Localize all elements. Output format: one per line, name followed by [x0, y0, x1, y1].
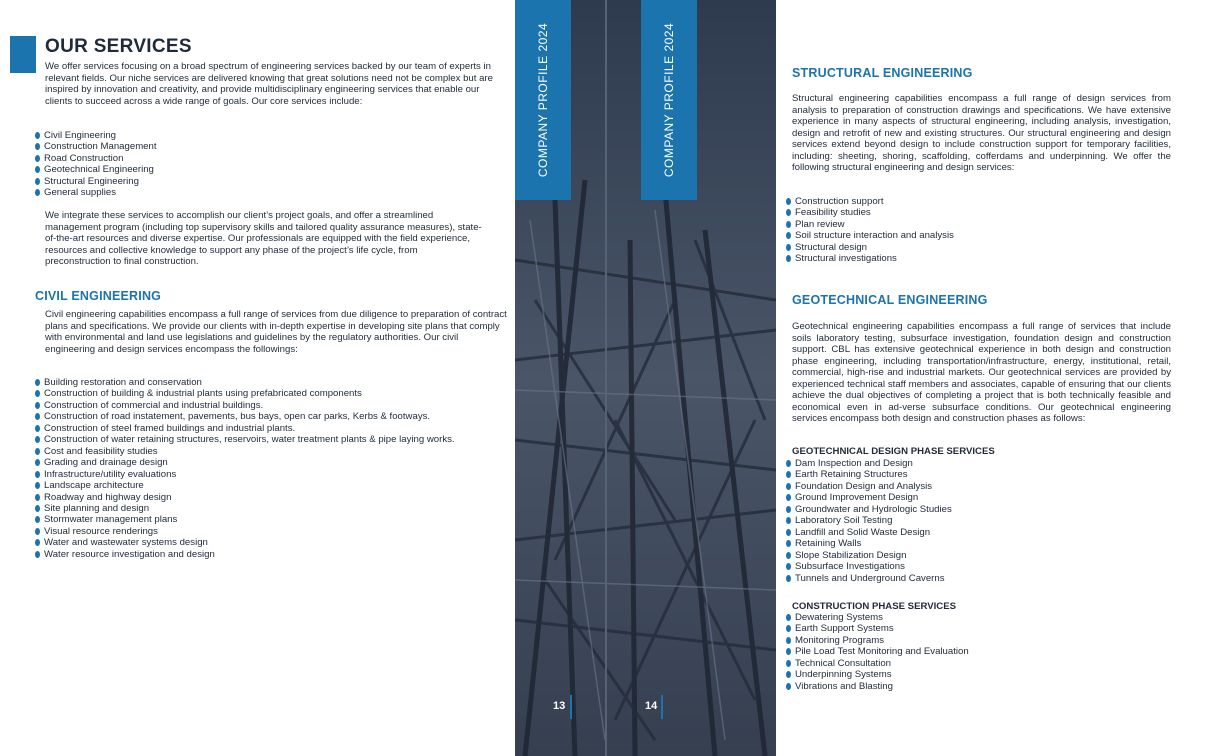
list-item-text: Landscape architecture — [44, 480, 144, 492]
list-item-text: Structural investigations — [795, 253, 897, 265]
construction-photo — [515, 0, 776, 756]
list-item-text: Laboratory Soil Testing — [795, 515, 893, 527]
list-item — [35, 503, 455, 514]
list-item-text: Pile Load Test Monitoring and Evaluation — [795, 646, 969, 658]
bullet-icon — [35, 379, 40, 386]
list-item — [786, 573, 952, 584]
list-item-text: Grading and drainage design — [44, 457, 168, 469]
list-item — [786, 219, 954, 230]
list-item-text: Building restoration and conservation — [44, 377, 202, 388]
page-number-left: 13 — [553, 700, 566, 712]
bullet-icon — [786, 255, 791, 262]
bullet-icon — [35, 189, 40, 196]
bullet-icon — [35, 390, 40, 397]
list-item — [35, 434, 455, 445]
bullet-icon — [786, 625, 791, 632]
list-item-text: Water and wastewater systems design — [44, 537, 208, 549]
page-number-right-bar — [661, 695, 663, 719]
list-item — [786, 242, 954, 253]
geotechnical-engineering-heading: GEOTECHNICAL ENGINEERING — [792, 293, 988, 307]
list-item — [35, 423, 455, 434]
list-item — [35, 400, 455, 411]
bullet-icon — [786, 683, 791, 690]
list-item-text: Earth Retaining Structures — [795, 469, 908, 481]
bullet-icon — [786, 637, 791, 644]
bullet-icon — [35, 551, 40, 558]
list-item-text: Stormwater management plans — [44, 514, 178, 526]
list-item — [786, 669, 969, 680]
bullet-icon — [35, 178, 40, 185]
bullet-icon — [35, 528, 40, 535]
list-item — [35, 153, 157, 164]
list-item — [786, 481, 952, 492]
core-services-list — [35, 130, 157, 199]
bullet-icon — [35, 402, 40, 409]
list-item-text: Tunnels and Underground Caverns — [795, 572, 945, 584]
list-item-text: Foundation Design and Analysis — [795, 480, 933, 492]
construction-phase-heading: CONSTRUCTION PHASE SERVICES — [792, 601, 957, 612]
title-accent-block — [10, 36, 36, 73]
bullet-icon — [786, 460, 791, 467]
list-item — [35, 141, 157, 152]
right-page — [776, 0, 1209, 756]
list-item-text: Dam Inspection and Design — [795, 458, 913, 469]
list-item — [786, 207, 954, 218]
list-item-text: Cost and feasibility studies — [44, 445, 158, 457]
bullet-icon — [786, 552, 791, 559]
list-item — [35, 446, 455, 457]
list-item — [35, 492, 455, 503]
bullet-icon — [786, 648, 791, 655]
bullet-icon — [35, 471, 40, 478]
list-item — [786, 612, 969, 623]
list-item — [786, 527, 952, 538]
construction-phase-services-list — [786, 612, 969, 692]
list-item-text: Construction of steel framed buildings and industrial plants. — [44, 422, 296, 434]
list-item-text: Roadway and highway design — [44, 491, 172, 503]
list-item-text: Structural Engineering — [44, 175, 139, 187]
list-item — [35, 176, 157, 187]
bullet-icon — [786, 198, 791, 205]
list-item-text: Retaining Walls — [795, 538, 862, 550]
structural-engineering-paragraph: Structural engineering capabilities encompass a full range of design services from analysis to preparation of construction drawings and specifications. We have extensive experience in many aspects of structural engineering, including analysis, investigation, design and retrofit of new and existing structures. Our structural engineering and design services extend beyond design to include construction support for temporary facilities, including: sheeting, shoring, scaffolding, cofferdams and underpinning. We offer the following structural engineering and design services: — [792, 93, 1171, 173]
page-number-left-bar — [570, 695, 572, 719]
list-item — [786, 623, 969, 634]
bullet-icon — [35, 143, 40, 150]
list-item — [786, 681, 969, 692]
list-item — [786, 458, 952, 469]
list-item-text: Underpinning Systems — [795, 669, 892, 681]
integrate-paragraph: We integrate these services to accomplish our client’s project goals, and offer a streamlined management program (including top supervisory skills and tailored quality assurance measures), state-of-the-art resources and diverse expertise. Our professionals are equipped with the field experience, resources and collective knowledge to support any phase of the project’s life cycle, from preconstruction to final construction. — [45, 210, 482, 267]
list-item — [786, 646, 969, 657]
list-item — [786, 635, 969, 646]
bullet-icon — [786, 483, 791, 490]
bullet-icon — [786, 540, 791, 547]
list-item-text: Soil structure interaction and analysis — [795, 230, 954, 242]
list-item-text: Subsurface Investigations — [795, 561, 905, 573]
list-item — [35, 164, 157, 175]
list-item-text: Construction of road instatement, pavements, bus bays, open car parks, Kerbs & footways. — [44, 411, 431, 423]
list-item-text: Visual resource renderings — [44, 525, 158, 537]
structural-services-list — [786, 196, 954, 265]
list-item-text: Ground Improvement Design — [795, 492, 919, 504]
list-item — [786, 469, 952, 480]
list-item-text: Construction of building & industrial plants using prefabricated components — [44, 388, 362, 400]
band-right-label: COMPANY PROFILE 2024 — [662, 22, 676, 178]
list-item-text: Vibrations and Blasting — [795, 680, 893, 692]
bullet-icon — [35, 459, 40, 466]
list-item-text: Construction of water retaining structures, reservoirs, water treatment plants & pipe laying works. — [44, 434, 455, 446]
bullet-icon — [786, 244, 791, 251]
list-item-text: Technical Consultation — [795, 657, 891, 669]
company-profile-band-right — [641, 0, 697, 200]
bullet-icon — [786, 517, 791, 524]
list-item-text: Landfill and Solid Waste Design — [795, 526, 931, 538]
left-page — [0, 0, 515, 756]
list-item-text: Construction Management — [44, 141, 157, 153]
list-item — [35, 411, 455, 422]
bullet-icon — [35, 494, 40, 501]
bullet-icon — [35, 155, 40, 162]
list-item-text: Feasibility studies — [795, 207, 871, 219]
list-item — [35, 457, 455, 468]
list-item-text: Plan review — [795, 218, 845, 230]
list-item — [786, 515, 952, 526]
list-item-text: Structural design — [795, 241, 867, 253]
list-item — [35, 549, 455, 560]
page-fold-divider — [605, 0, 607, 756]
list-item — [35, 526, 455, 537]
bullet-icon — [35, 132, 40, 139]
list-item — [786, 538, 952, 549]
bullet-icon — [786, 471, 791, 478]
bullet-icon — [35, 413, 40, 420]
bullet-icon — [35, 166, 40, 173]
bullet-icon — [786, 614, 791, 621]
list-item — [35, 187, 157, 198]
list-item-text: Groundwater and Hydrologic Studies — [795, 503, 952, 515]
bullet-icon — [786, 671, 791, 678]
list-item — [786, 253, 954, 264]
list-item-text: Construction support — [795, 196, 884, 207]
civil-engineering-paragraph: Civil engineering capabilities encompass a full range of services from due diligence to preparation of contract plans and specifications. We provide our clients with in-depth expertise in developing site plans that comply with environmental and land use legislations and guidelines by the regulatory authorities. Our civil engineering and design services encompass the followings: — [45, 309, 507, 355]
list-item — [786, 504, 952, 515]
list-item-text: Civil Engineering — [44, 130, 116, 141]
list-item-text: Water resource investigation and design — [44, 548, 215, 560]
list-item-text: Slope Stabilization Design — [795, 549, 907, 561]
list-item-text: Site planning and design — [44, 502, 150, 514]
bullet-icon — [786, 575, 791, 582]
bullet-icon — [786, 494, 791, 501]
list-item — [35, 388, 455, 399]
list-item-text: Road Construction — [44, 152, 124, 164]
list-item — [786, 550, 952, 561]
list-item — [786, 658, 969, 669]
bullet-icon — [35, 436, 40, 443]
list-item — [35, 469, 455, 480]
geotechnical-engineering-paragraph: Geotechnical engineering capabilities encompass a full range of services that include soils laboratory testing, subsurface investigation, foundation design and construction support. CBL has extensive geotechnical experience in both design and construction phase engineering, including transportation/infrastructure, energy, institutional, retail, commercial, high-rise and industrial markets. Our geotechnical services are provided by experienced technical staff members and associates, capable of ensuring that our clients achieve the dual objectives of completing a project that is both technically feasible and economical even in ad-verse subsurface conditions. Our geotechnical engineering services encompass both design and construction phases as follows: — [792, 321, 1171, 424]
list-item-text: Geotechnical Engineering — [44, 164, 154, 176]
bullet-icon — [35, 516, 40, 523]
list-item-text: Dewatering Systems — [795, 612, 883, 623]
list-item — [786, 230, 954, 241]
list-item — [35, 514, 455, 525]
company-profile-band-left — [515, 0, 571, 200]
list-item — [786, 492, 952, 503]
list-item — [786, 561, 952, 572]
list-item-text: Earth Support Systems — [795, 623, 894, 635]
bullet-icon — [786, 563, 791, 570]
design-phase-heading: GEOTECHNICAL DESIGN PHASE SERVICES — [792, 446, 995, 457]
bullet-icon — [786, 232, 791, 239]
page-title: OUR SERVICES — [45, 36, 192, 57]
bullet-icon — [35, 482, 40, 489]
bullet-icon — [35, 505, 40, 512]
band-left-label: COMPANY PROFILE 2024 — [536, 22, 550, 178]
civil-engineering-heading: CIVIL ENGINEERING — [35, 289, 162, 303]
list-item-text: Monitoring Programs — [795, 634, 885, 646]
intro-paragraph: We offer services focusing on a broad spectrum of engineering services backed by our team of experts in relevant fields. Our niche services are delivered knowing that great solutions need not be complex but are inspired by innovation and creativity, and provide multidisciplinary engineering services that enable our clients to succeed across a wide range of goals. Our core services include: — [45, 61, 493, 107]
design-phase-services-list — [786, 458, 952, 584]
bullet-icon — [786, 221, 791, 228]
list-item — [35, 130, 157, 141]
bullet-icon — [786, 209, 791, 216]
list-item — [786, 196, 954, 207]
structural-engineering-heading: STRUCTURAL ENGINEERING — [792, 66, 973, 80]
list-item — [35, 480, 455, 491]
list-item — [35, 537, 455, 548]
list-item-text: Infrastructure/utility evaluations — [44, 468, 177, 480]
list-item — [35, 377, 455, 388]
bullet-icon — [35, 539, 40, 546]
page-number-right: 14 — [645, 700, 658, 712]
bullet-icon — [786, 529, 791, 536]
bullet-icon — [786, 506, 791, 513]
bullet-icon — [786, 660, 791, 667]
bullet-icon — [35, 448, 40, 455]
civil-services-list — [35, 377, 455, 560]
list-item-text: General supplies — [44, 187, 116, 199]
bullet-icon — [35, 425, 40, 432]
list-item-text: Construction of commercial and industrial buildings. — [44, 399, 264, 411]
